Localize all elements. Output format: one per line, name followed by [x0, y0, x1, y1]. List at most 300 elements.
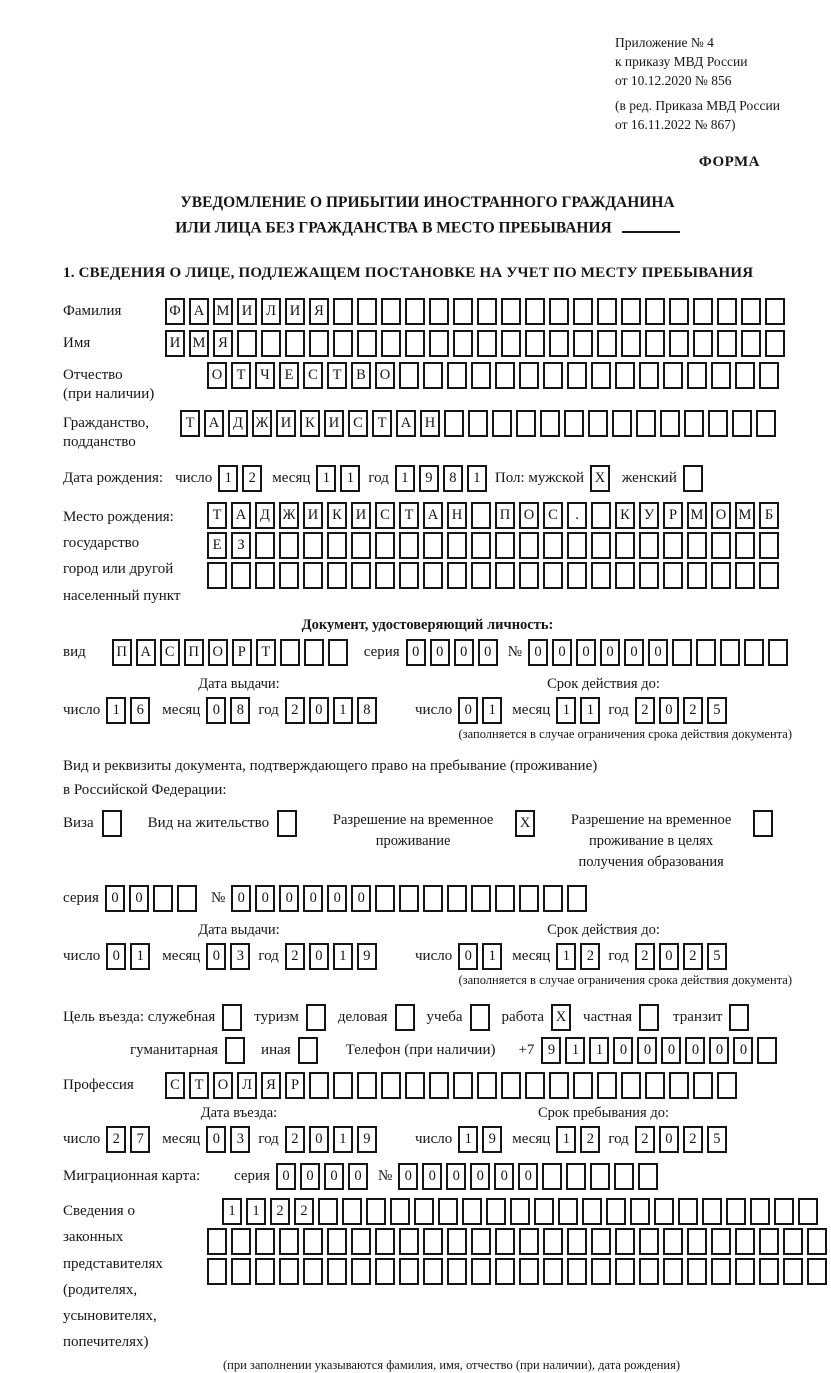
char-box[interactable]: [366, 1198, 386, 1225]
char-box[interactable]: [614, 1163, 634, 1190]
char-box[interactable]: 0: [624, 639, 644, 666]
char-box[interactable]: [693, 330, 713, 357]
char-box[interactable]: [429, 1072, 449, 1099]
char-box[interactable]: [702, 1198, 722, 1225]
char-box[interactable]: 0: [309, 697, 329, 724]
char-box[interactable]: [636, 410, 656, 437]
char-box[interactable]: 0: [518, 1163, 538, 1190]
char-box[interactable]: О: [711, 502, 731, 529]
char-box[interactable]: [783, 1228, 803, 1255]
char-box[interactable]: [729, 1004, 749, 1031]
char-box[interactable]: А: [189, 298, 209, 325]
char-box[interactable]: [237, 330, 257, 357]
char-box[interactable]: 1: [222, 1198, 242, 1225]
char-box[interactable]: 0: [637, 1037, 657, 1064]
char-box[interactable]: [399, 562, 419, 589]
char-box[interactable]: 0: [470, 1163, 490, 1190]
char-box[interactable]: 0: [106, 943, 126, 970]
char-box[interactable]: 0: [406, 639, 426, 666]
char-box[interactable]: [375, 1258, 395, 1285]
char-box[interactable]: [225, 1037, 245, 1064]
char-box[interactable]: 0: [206, 943, 226, 970]
char-box[interactable]: И: [237, 298, 257, 325]
char-box[interactable]: [735, 1258, 755, 1285]
char-box[interactable]: 0: [348, 1163, 368, 1190]
char-box[interactable]: 1: [482, 943, 502, 970]
char-box[interactable]: [638, 1163, 658, 1190]
char-box[interactable]: 0: [279, 885, 299, 912]
char-box[interactable]: [471, 1258, 491, 1285]
char-box[interactable]: Р: [285, 1072, 305, 1099]
char-box[interactable]: 2: [683, 943, 703, 970]
char-box[interactable]: [261, 330, 281, 357]
char-box[interactable]: [423, 1258, 443, 1285]
char-box[interactable]: [279, 1258, 299, 1285]
char-box[interactable]: [573, 330, 593, 357]
char-box[interactable]: [711, 1228, 731, 1255]
char-box[interactable]: 2: [270, 1198, 290, 1225]
char-box[interactable]: Ж: [252, 410, 272, 437]
char-box[interactable]: [423, 562, 443, 589]
char-box[interactable]: 0: [398, 1163, 418, 1190]
char-box[interactable]: 7: [130, 1126, 150, 1153]
char-box[interactable]: [639, 562, 659, 589]
char-box[interactable]: Р: [663, 502, 683, 529]
char-box[interactable]: 0: [255, 885, 275, 912]
char-box[interactable]: [351, 1228, 371, 1255]
char-box[interactable]: [381, 1072, 401, 1099]
char-box[interactable]: [807, 1228, 827, 1255]
char-box[interactable]: [567, 362, 587, 389]
char-box[interactable]: [591, 1228, 611, 1255]
char-box[interactable]: 0: [685, 1037, 705, 1064]
char-box[interactable]: [519, 362, 539, 389]
char-box[interactable]: 0: [661, 1037, 681, 1064]
char-box[interactable]: [303, 1228, 323, 1255]
char-box[interactable]: 0: [351, 885, 371, 912]
char-box[interactable]: [495, 362, 515, 389]
char-box[interactable]: [669, 298, 689, 325]
char-box[interactable]: [471, 532, 491, 559]
char-box[interactable]: [564, 410, 584, 437]
char-box[interactable]: Я: [261, 1072, 281, 1099]
char-box[interactable]: [798, 1198, 818, 1225]
char-box[interactable]: 2: [242, 465, 262, 492]
char-box[interactable]: [327, 532, 347, 559]
char-box[interactable]: [711, 1258, 731, 1285]
char-box[interactable]: [375, 532, 395, 559]
char-box[interactable]: [501, 330, 521, 357]
char-box[interactable]: [447, 532, 467, 559]
char-box[interactable]: 8: [357, 697, 377, 724]
char-box[interactable]: 1: [580, 697, 600, 724]
char-box[interactable]: [663, 1228, 683, 1255]
char-box[interactable]: 6: [130, 697, 150, 724]
char-box[interactable]: И: [285, 298, 305, 325]
char-box[interactable]: 2: [580, 943, 600, 970]
char-box[interactable]: 1: [106, 697, 126, 724]
char-box[interactable]: [765, 330, 785, 357]
char-box[interactable]: [687, 532, 707, 559]
char-box[interactable]: [543, 362, 563, 389]
char-box[interactable]: О: [208, 639, 228, 666]
char-box[interactable]: [381, 330, 401, 357]
char-box[interactable]: [303, 532, 323, 559]
char-box[interactable]: [543, 885, 563, 912]
char-box[interactable]: 0: [446, 1163, 466, 1190]
char-box[interactable]: [582, 1198, 602, 1225]
char-box[interactable]: 2: [294, 1198, 314, 1225]
char-box[interactable]: X: [551, 1004, 571, 1031]
char-box[interactable]: [543, 1258, 563, 1285]
char-box[interactable]: [477, 298, 497, 325]
char-box[interactable]: [375, 885, 395, 912]
char-box[interactable]: [327, 1258, 347, 1285]
char-box[interactable]: 0: [494, 1163, 514, 1190]
char-box[interactable]: [405, 330, 425, 357]
char-box[interactable]: [429, 298, 449, 325]
char-box[interactable]: 1: [333, 1126, 353, 1153]
char-box[interactable]: X: [590, 465, 610, 492]
char-box[interactable]: [783, 1258, 803, 1285]
char-box[interactable]: [558, 1198, 578, 1225]
char-box[interactable]: [759, 1258, 779, 1285]
char-box[interactable]: 5: [707, 943, 727, 970]
char-box[interactable]: 3: [230, 1126, 250, 1153]
char-box[interactable]: [726, 1198, 746, 1225]
char-box[interactable]: [672, 639, 692, 666]
char-box[interactable]: [612, 410, 632, 437]
char-box[interactable]: 0: [659, 1126, 679, 1153]
char-box[interactable]: [447, 1228, 467, 1255]
char-box[interactable]: [717, 1072, 737, 1099]
char-box[interactable]: [639, 362, 659, 389]
char-box[interactable]: [207, 1258, 227, 1285]
char-box[interactable]: [306, 1004, 326, 1031]
char-box[interactable]: [333, 330, 353, 357]
char-box[interactable]: [567, 1228, 587, 1255]
char-box[interactable]: А: [396, 410, 416, 437]
char-box[interactable]: 0: [303, 885, 323, 912]
char-box[interactable]: Т: [372, 410, 392, 437]
char-box[interactable]: 2: [683, 697, 703, 724]
char-box[interactable]: [639, 1228, 659, 1255]
char-box[interactable]: [756, 410, 776, 437]
char-box[interactable]: Е: [279, 362, 299, 389]
char-box[interactable]: 0: [309, 1126, 329, 1153]
char-box[interactable]: [327, 562, 347, 589]
char-box[interactable]: [663, 562, 683, 589]
char-box[interactable]: [304, 639, 324, 666]
char-box[interactable]: [471, 502, 491, 529]
char-box[interactable]: 9: [357, 1126, 377, 1153]
char-box[interactable]: [573, 1072, 593, 1099]
char-box[interactable]: [711, 562, 731, 589]
char-box[interactable]: [807, 1258, 827, 1285]
char-box[interactable]: [177, 885, 197, 912]
char-box[interactable]: 0: [422, 1163, 442, 1190]
char-box[interactable]: [543, 532, 563, 559]
char-box[interactable]: [519, 1228, 539, 1255]
char-box[interactable]: [279, 1228, 299, 1255]
char-box[interactable]: И: [165, 330, 185, 357]
char-box[interactable]: [615, 1258, 635, 1285]
char-box[interactable]: [735, 362, 755, 389]
char-box[interactable]: З: [231, 532, 251, 559]
char-box[interactable]: О: [519, 502, 539, 529]
char-box[interactable]: 1: [458, 1126, 478, 1153]
char-box[interactable]: [693, 298, 713, 325]
char-box[interactable]: Ч: [255, 362, 275, 389]
char-box[interactable]: [231, 1228, 251, 1255]
char-box[interactable]: [477, 1072, 497, 1099]
char-box[interactable]: [447, 1258, 467, 1285]
char-box[interactable]: [231, 1258, 251, 1285]
char-box[interactable]: [495, 1258, 515, 1285]
char-box[interactable]: [720, 639, 740, 666]
char-box[interactable]: 0: [659, 697, 679, 724]
char-box[interactable]: [693, 1072, 713, 1099]
char-box[interactable]: [567, 885, 587, 912]
char-box[interactable]: [687, 562, 707, 589]
char-box[interactable]: [516, 410, 536, 437]
char-box[interactable]: Л: [237, 1072, 257, 1099]
char-box[interactable]: [759, 562, 779, 589]
char-box[interactable]: И: [324, 410, 344, 437]
char-box[interactable]: Ж: [279, 502, 299, 529]
char-box[interactable]: 1: [340, 465, 360, 492]
char-box[interactable]: [543, 562, 563, 589]
char-box[interactable]: 0: [733, 1037, 753, 1064]
char-box[interactable]: [423, 885, 443, 912]
char-box[interactable]: [621, 330, 641, 357]
char-box[interactable]: 8: [230, 697, 250, 724]
char-box[interactable]: [683, 465, 703, 492]
char-box[interactable]: М: [735, 502, 755, 529]
char-box[interactable]: [399, 362, 419, 389]
char-box[interactable]: 2: [285, 943, 305, 970]
char-box[interactable]: [669, 330, 689, 357]
char-box[interactable]: [453, 1072, 473, 1099]
char-box[interactable]: [750, 1198, 770, 1225]
char-box[interactable]: [501, 298, 521, 325]
char-box[interactable]: [759, 532, 779, 559]
char-box[interactable]: [741, 298, 761, 325]
char-box[interactable]: [741, 330, 761, 357]
char-box[interactable]: Н: [447, 502, 467, 529]
char-box[interactable]: 0: [430, 639, 450, 666]
char-box[interactable]: [470, 1004, 490, 1031]
char-box[interactable]: [298, 1037, 318, 1064]
char-box[interactable]: [669, 1072, 689, 1099]
char-box[interactable]: [735, 532, 755, 559]
char-box[interactable]: [630, 1198, 650, 1225]
char-box[interactable]: [542, 1163, 562, 1190]
char-box[interactable]: С: [543, 502, 563, 529]
char-box[interactable]: 0: [231, 885, 251, 912]
char-box[interactable]: [471, 362, 491, 389]
char-box[interactable]: [534, 1198, 554, 1225]
char-box[interactable]: [615, 1228, 635, 1255]
char-box[interactable]: 0: [576, 639, 596, 666]
char-box[interactable]: [423, 362, 443, 389]
char-box[interactable]: [615, 362, 635, 389]
char-box[interactable]: К: [615, 502, 635, 529]
char-box[interactable]: И: [303, 502, 323, 529]
char-box[interactable]: [381, 298, 401, 325]
char-box[interactable]: [375, 562, 395, 589]
char-box[interactable]: [255, 1258, 275, 1285]
char-box[interactable]: [717, 330, 737, 357]
char-box[interactable]: 1: [333, 697, 353, 724]
char-box[interactable]: [471, 562, 491, 589]
char-box[interactable]: [351, 532, 371, 559]
char-box[interactable]: [590, 1163, 610, 1190]
char-box[interactable]: [711, 362, 731, 389]
char-box[interactable]: [597, 298, 617, 325]
char-box[interactable]: [510, 1198, 530, 1225]
char-box[interactable]: С: [160, 639, 180, 666]
char-box[interactable]: [591, 502, 611, 529]
char-box[interactable]: 0: [327, 885, 347, 912]
char-box[interactable]: [525, 1072, 545, 1099]
char-box[interactable]: 1: [589, 1037, 609, 1064]
char-box[interactable]: Я: [309, 298, 329, 325]
char-box[interactable]: 0: [309, 943, 329, 970]
char-box[interactable]: [687, 362, 707, 389]
char-box[interactable]: [549, 1072, 569, 1099]
char-box[interactable]: 0: [648, 639, 668, 666]
char-box[interactable]: [615, 532, 635, 559]
char-box[interactable]: С: [165, 1072, 185, 1099]
char-box[interactable]: [447, 362, 467, 389]
char-box[interactable]: [525, 330, 545, 357]
char-box[interactable]: [279, 562, 299, 589]
char-box[interactable]: [639, 1004, 659, 1031]
char-box[interactable]: Л: [261, 298, 281, 325]
char-box[interactable]: 0: [552, 639, 572, 666]
char-box[interactable]: [222, 1004, 242, 1031]
char-box[interactable]: [663, 532, 683, 559]
char-box[interactable]: Б: [759, 502, 779, 529]
char-box[interactable]: Р: [232, 639, 252, 666]
char-box[interactable]: [471, 1228, 491, 1255]
char-box[interactable]: Т: [207, 502, 227, 529]
char-box[interactable]: Т: [180, 410, 200, 437]
char-box[interactable]: [573, 298, 593, 325]
char-box[interactable]: 0: [478, 639, 498, 666]
char-box[interactable]: О: [213, 1072, 233, 1099]
char-box[interactable]: [660, 410, 680, 437]
char-box[interactable]: 0: [206, 697, 226, 724]
char-box[interactable]: [342, 1198, 362, 1225]
char-box[interactable]: [207, 562, 227, 589]
char-box[interactable]: 0: [528, 639, 548, 666]
char-box[interactable]: [453, 330, 473, 357]
char-box[interactable]: О: [375, 362, 395, 389]
char-box[interactable]: А: [136, 639, 156, 666]
char-box[interactable]: [687, 1228, 707, 1255]
char-box[interactable]: [543, 1228, 563, 1255]
char-box[interactable]: [477, 330, 497, 357]
char-box[interactable]: [606, 1198, 626, 1225]
char-box[interactable]: [357, 1072, 377, 1099]
char-box[interactable]: 1: [395, 465, 415, 492]
char-box[interactable]: [696, 639, 716, 666]
char-box[interactable]: [492, 410, 512, 437]
char-box[interactable]: [591, 532, 611, 559]
char-box[interactable]: [255, 1228, 275, 1255]
char-box[interactable]: [597, 330, 617, 357]
char-box[interactable]: Е: [207, 532, 227, 559]
char-box[interactable]: [357, 330, 377, 357]
char-box[interactable]: [663, 1258, 683, 1285]
char-box[interactable]: А: [204, 410, 224, 437]
char-box[interactable]: П: [495, 502, 515, 529]
char-box[interactable]: К: [300, 410, 320, 437]
char-box[interactable]: [153, 885, 173, 912]
char-box[interactable]: 0: [659, 943, 679, 970]
char-box[interactable]: [525, 298, 545, 325]
char-box[interactable]: [684, 410, 704, 437]
char-box[interactable]: [309, 330, 329, 357]
char-box[interactable]: У: [639, 502, 659, 529]
char-box[interactable]: [429, 330, 449, 357]
char-box[interactable]: 0: [613, 1037, 633, 1064]
char-box[interactable]: М: [213, 298, 233, 325]
char-box[interactable]: [399, 885, 419, 912]
char-box[interactable]: [453, 298, 473, 325]
char-box[interactable]: 0: [600, 639, 620, 666]
char-box[interactable]: [597, 1072, 617, 1099]
char-box[interactable]: [495, 885, 515, 912]
char-box[interactable]: [757, 1037, 777, 1064]
char-box[interactable]: [351, 562, 371, 589]
char-box[interactable]: П: [112, 639, 132, 666]
char-box[interactable]: [759, 1228, 779, 1255]
char-box[interactable]: 9: [357, 943, 377, 970]
char-box[interactable]: 1: [130, 943, 150, 970]
char-box[interactable]: [501, 1072, 521, 1099]
char-box[interactable]: [333, 298, 353, 325]
char-box[interactable]: 0: [276, 1163, 296, 1190]
char-box[interactable]: [645, 298, 665, 325]
char-box[interactable]: С: [375, 502, 395, 529]
char-box[interactable]: [765, 298, 785, 325]
char-box[interactable]: Т: [256, 639, 276, 666]
char-box[interactable]: 1: [556, 1126, 576, 1153]
char-box[interactable]: 0: [105, 885, 125, 912]
char-box[interactable]: [744, 639, 764, 666]
char-box[interactable]: Т: [231, 362, 251, 389]
char-box[interactable]: [519, 1258, 539, 1285]
char-box[interactable]: [687, 1258, 707, 1285]
char-box[interactable]: [399, 532, 419, 559]
char-box[interactable]: [495, 1228, 515, 1255]
char-box[interactable]: [102, 810, 122, 837]
char-box[interactable]: [375, 1228, 395, 1255]
char-box[interactable]: 2: [106, 1126, 126, 1153]
char-box[interactable]: [333, 1072, 353, 1099]
char-box[interactable]: [519, 532, 539, 559]
char-box[interactable]: .: [567, 502, 587, 529]
char-box[interactable]: [462, 1198, 482, 1225]
char-box[interactable]: 0: [709, 1037, 729, 1064]
char-box[interactable]: [567, 562, 587, 589]
char-box[interactable]: [588, 410, 608, 437]
char-box[interactable]: [645, 1072, 665, 1099]
char-box[interactable]: К: [327, 502, 347, 529]
